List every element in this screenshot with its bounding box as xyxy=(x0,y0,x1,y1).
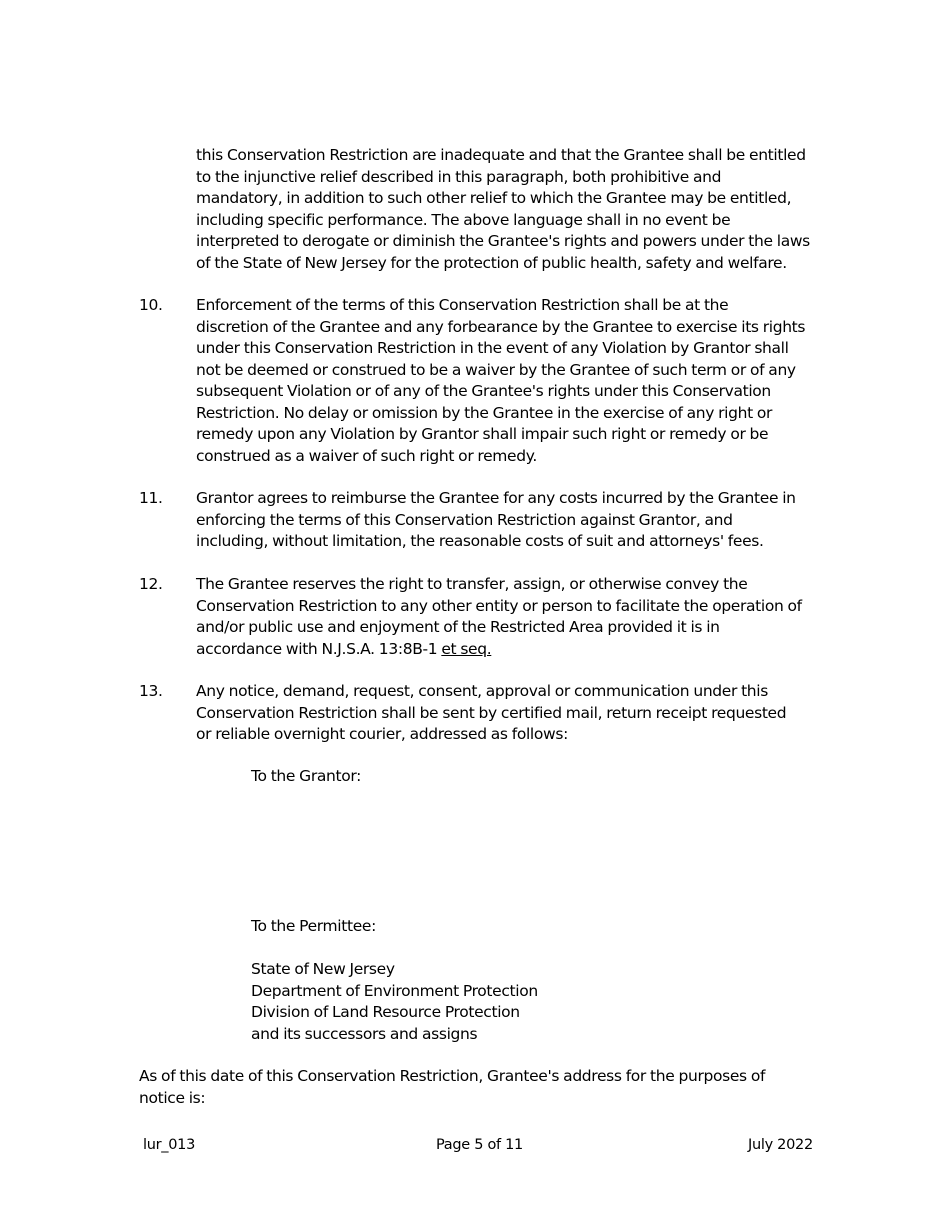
paragraph-line: As of this date of this Conservation Restriction, Grantee's address for the purposes of xyxy=(139,1067,766,1085)
paragraph-line: The Grantee reserves the right to transfer, assign, or otherwise convey the xyxy=(196,575,748,593)
address-line: State of New Jersey xyxy=(251,960,395,978)
closing-paragraph xyxy=(139,1066,819,1109)
paragraph-line: Conservation Restriction shall be sent by certified mail, return receipt requested xyxy=(196,703,787,722)
item-number-10: 10. xyxy=(139,296,163,314)
paragraph-line: mandatory, in addition to such other relief to which the Grantee may be entitled, xyxy=(196,189,792,207)
address-line: and its successors and assigns xyxy=(251,1024,478,1043)
paragraph-line: subsequent Violation or of any of the Grantee's rights under this Conservation xyxy=(196,382,771,400)
et-seq-underlined: et seq. xyxy=(441,639,492,658)
footer-page-number: Page 5 of 11 xyxy=(436,1137,523,1153)
item-11-paragraph xyxy=(196,488,816,553)
item-number-11: 11. xyxy=(139,489,163,507)
footer-date: July 2022 xyxy=(748,1137,813,1153)
permittee-address xyxy=(251,959,771,1045)
paragraph-line: and/or public use and enjoyment of the Restricted Area provided it is in xyxy=(196,618,720,636)
address-line: Division of Land Resource Protection xyxy=(251,1003,520,1021)
paragraph-line: including specific performance. The above language shall in no event be xyxy=(196,210,731,229)
paragraph-line: of the State of New Jersey for the protection of public health, safety and welfare. xyxy=(196,253,787,272)
address-line: Department of Environment Protection xyxy=(251,981,538,1000)
paragraph-line: Enforcement of the terms of this Conservation Restriction shall be at the xyxy=(196,296,729,314)
paragraph-line: Restriction. No delay or omission by the Grantee in the exercise of any right or xyxy=(196,403,773,422)
paragraph-line: or reliable overnight courier, addressed as follows: xyxy=(196,725,568,743)
paragraph-line xyxy=(196,639,816,661)
paragraph-line: notice is: xyxy=(139,1088,206,1107)
paragraph-line: interpreted to derogate or diminish the Grantee's rights and powers under the laws xyxy=(196,232,810,250)
paragraph-line: under this Conservation Restriction in the event of any Violation by Grantor shall xyxy=(196,339,789,357)
permittee-heading: To the Permittee: xyxy=(251,917,376,935)
continuation-paragraph xyxy=(196,145,816,274)
paragraph-line: enforcing the terms of this Conservation Restriction against Grantor, and xyxy=(196,510,733,529)
paragraph-line: construed as a waiver of such right or remedy. xyxy=(196,446,537,465)
footer-form-id: lur_013 xyxy=(143,1137,196,1153)
item-12-paragraph xyxy=(196,574,816,660)
item-13-paragraph xyxy=(196,681,816,746)
item-number-12: 12. xyxy=(139,575,163,593)
paragraph-line: discretion of the Grantee and any forbearance by the Grantee to exercise its rights xyxy=(196,317,806,336)
paragraph-line: not be deemed or construed to be a waiver by the Grantee of such term or of any xyxy=(196,360,796,379)
paragraph-line: remedy upon any Violation by Grantor shall impair such right or remedy or be xyxy=(196,425,769,443)
item-10-paragraph xyxy=(196,295,816,467)
paragraph-line: Conservation Restriction to any other entity or person to facilitate the operation of xyxy=(196,596,802,615)
paragraph-line: Grantor agrees to reimburse the Grantee for any costs incurred by the Grantee in xyxy=(196,489,796,507)
paragraph-line: this Conservation Restriction are inadequate and that the Grantee shall be entitled xyxy=(196,146,806,164)
item-number-13: 13. xyxy=(139,682,163,700)
paragraph-line: to the injunctive relief described in this paragraph, both prohibitive and xyxy=(196,167,722,186)
paragraph-line: Any notice, demand, request, consent, approval or communication under this xyxy=(196,682,768,700)
statute-reference: accordance with N.J.S.A. 13:8B-1 xyxy=(196,639,442,658)
grantor-heading: To the Grantor: xyxy=(251,767,361,785)
paragraph-line: including, without limitation, the reasonable costs of suit and attorneys' fees. xyxy=(196,532,764,550)
